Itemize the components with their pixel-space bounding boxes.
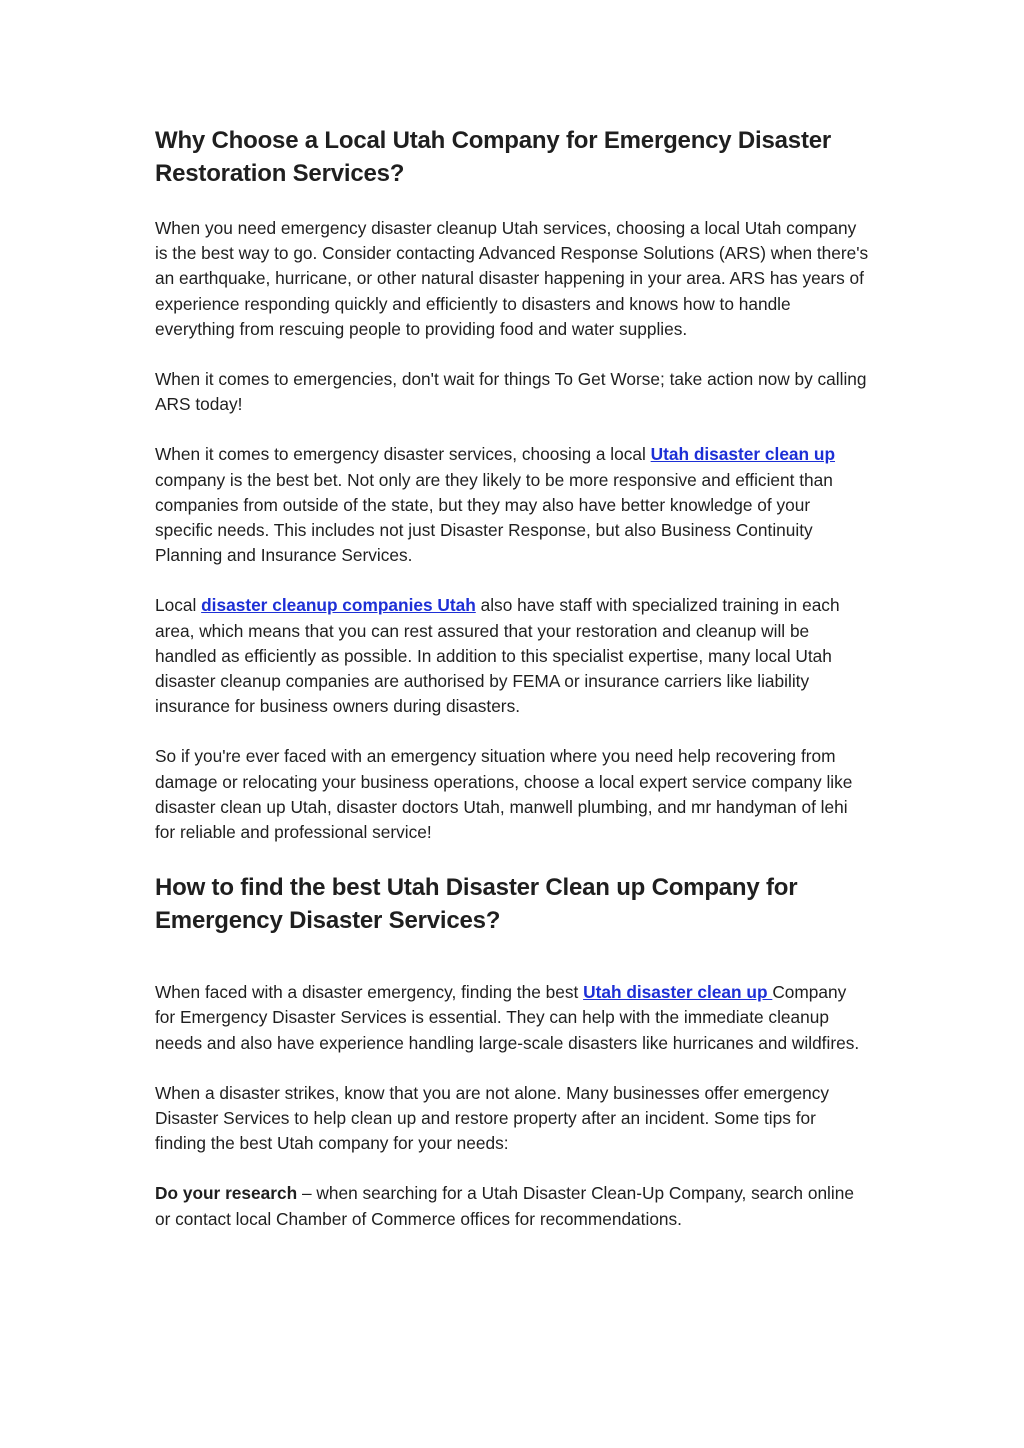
paragraph-intro: When you need emergency disaster cleanup Utah services, choosing a local Utah company is the best way to go. Consider contacting Advanced Response Solutions (ARS) when there's an earthquake, hurricane, or other natural disaster happening in your area. ARS has years of experience responding quickly and efficiently to disasters and knows how to handle everything from rescuing people to providing food and water supplies.: [155, 218, 869, 339]
section-heading-how-to-find: How to find the best Utah Disaster Clean up Company for Emergency Disaster Services?: [155, 874, 798, 935]
paragraph-call-to-action: When it comes to emergencies, don't wait for things To Get Worse; take action now by calling ARS today!: [155, 369, 867, 415]
paragraph-text: Local: [155, 595, 202, 616]
paragraph-text: – when searching for a Utah Disaster Clean-Up Company, search online or contact local Chamber of Commerce offices for recommendations.: [155, 1183, 854, 1229]
paragraph-text: When it comes to emergency disaster services, choosing a local: [155, 444, 651, 465]
paragraph-local-company: [155, 442, 871, 568]
paragraph-finding-best: [155, 980, 871, 1056]
paragraph-text: Company for Emergency Disaster Services is essential. They can help with the immediate cleanup needs and also have experience handling large-scale disasters like hurricanes and wildfires.: [155, 982, 860, 1053]
link-utah-disaster-clean-up-2[interactable]: Utah disaster clean up: [583, 982, 773, 1003]
paragraph-choose-local-expert: So if you're ever faced with an emergency situation where you need help recovering from damage or relocating your business operations, choose a local expert service company like disaster clean up Utah, disaster doctors Utah, manwell plumbing, and mr handyman of lehi for reliable and professional service!: [155, 746, 853, 843]
paragraph-text: company is the best bet. Not only are they likely to be more responsive and efficient than companies from outside of the state, but they may also have better knowledge of your specific needs. This includes not just Disaster Response, but also Business Continuity Planning and Insurance Services.: [155, 469, 833, 566]
document-page: [155, 124, 871, 1232]
section-heading-why-choose-local: Why Choose a Local Utah Company for Emergency Disaster Restoration Services?: [155, 127, 832, 187]
link-disaster-cleanup-companies-utah[interactable]: disaster cleanup companies Utah: [201, 595, 476, 616]
tip-label: Do your research: [155, 1183, 298, 1204]
paragraph-specialized-staff: [155, 593, 871, 719]
paragraph-do-your-research: [155, 1181, 871, 1231]
paragraph-text: When faced with a disaster emergency, finding the best: [155, 982, 584, 1003]
paragraph-text: also have staff with specialized training in each area, which means that you can rest assured that your restoration and cleanup will be handled as efficiently as possible. In addition to this specialist expertise, many local Utah disaster cleanup companies are authorised by FEMA or insurance carriers like liability insurance for business owners during disasters.: [155, 595, 840, 717]
paragraph-not-alone: When a disaster strikes, know that you are not alone. Many businesses offer emergency Disaster Services to help clean up and restore property after an incident. Some tips for finding the best Utah company for your needs:: [155, 1082, 829, 1154]
link-utah-disaster-clean-up[interactable]: Utah disaster clean up: [650, 444, 836, 465]
